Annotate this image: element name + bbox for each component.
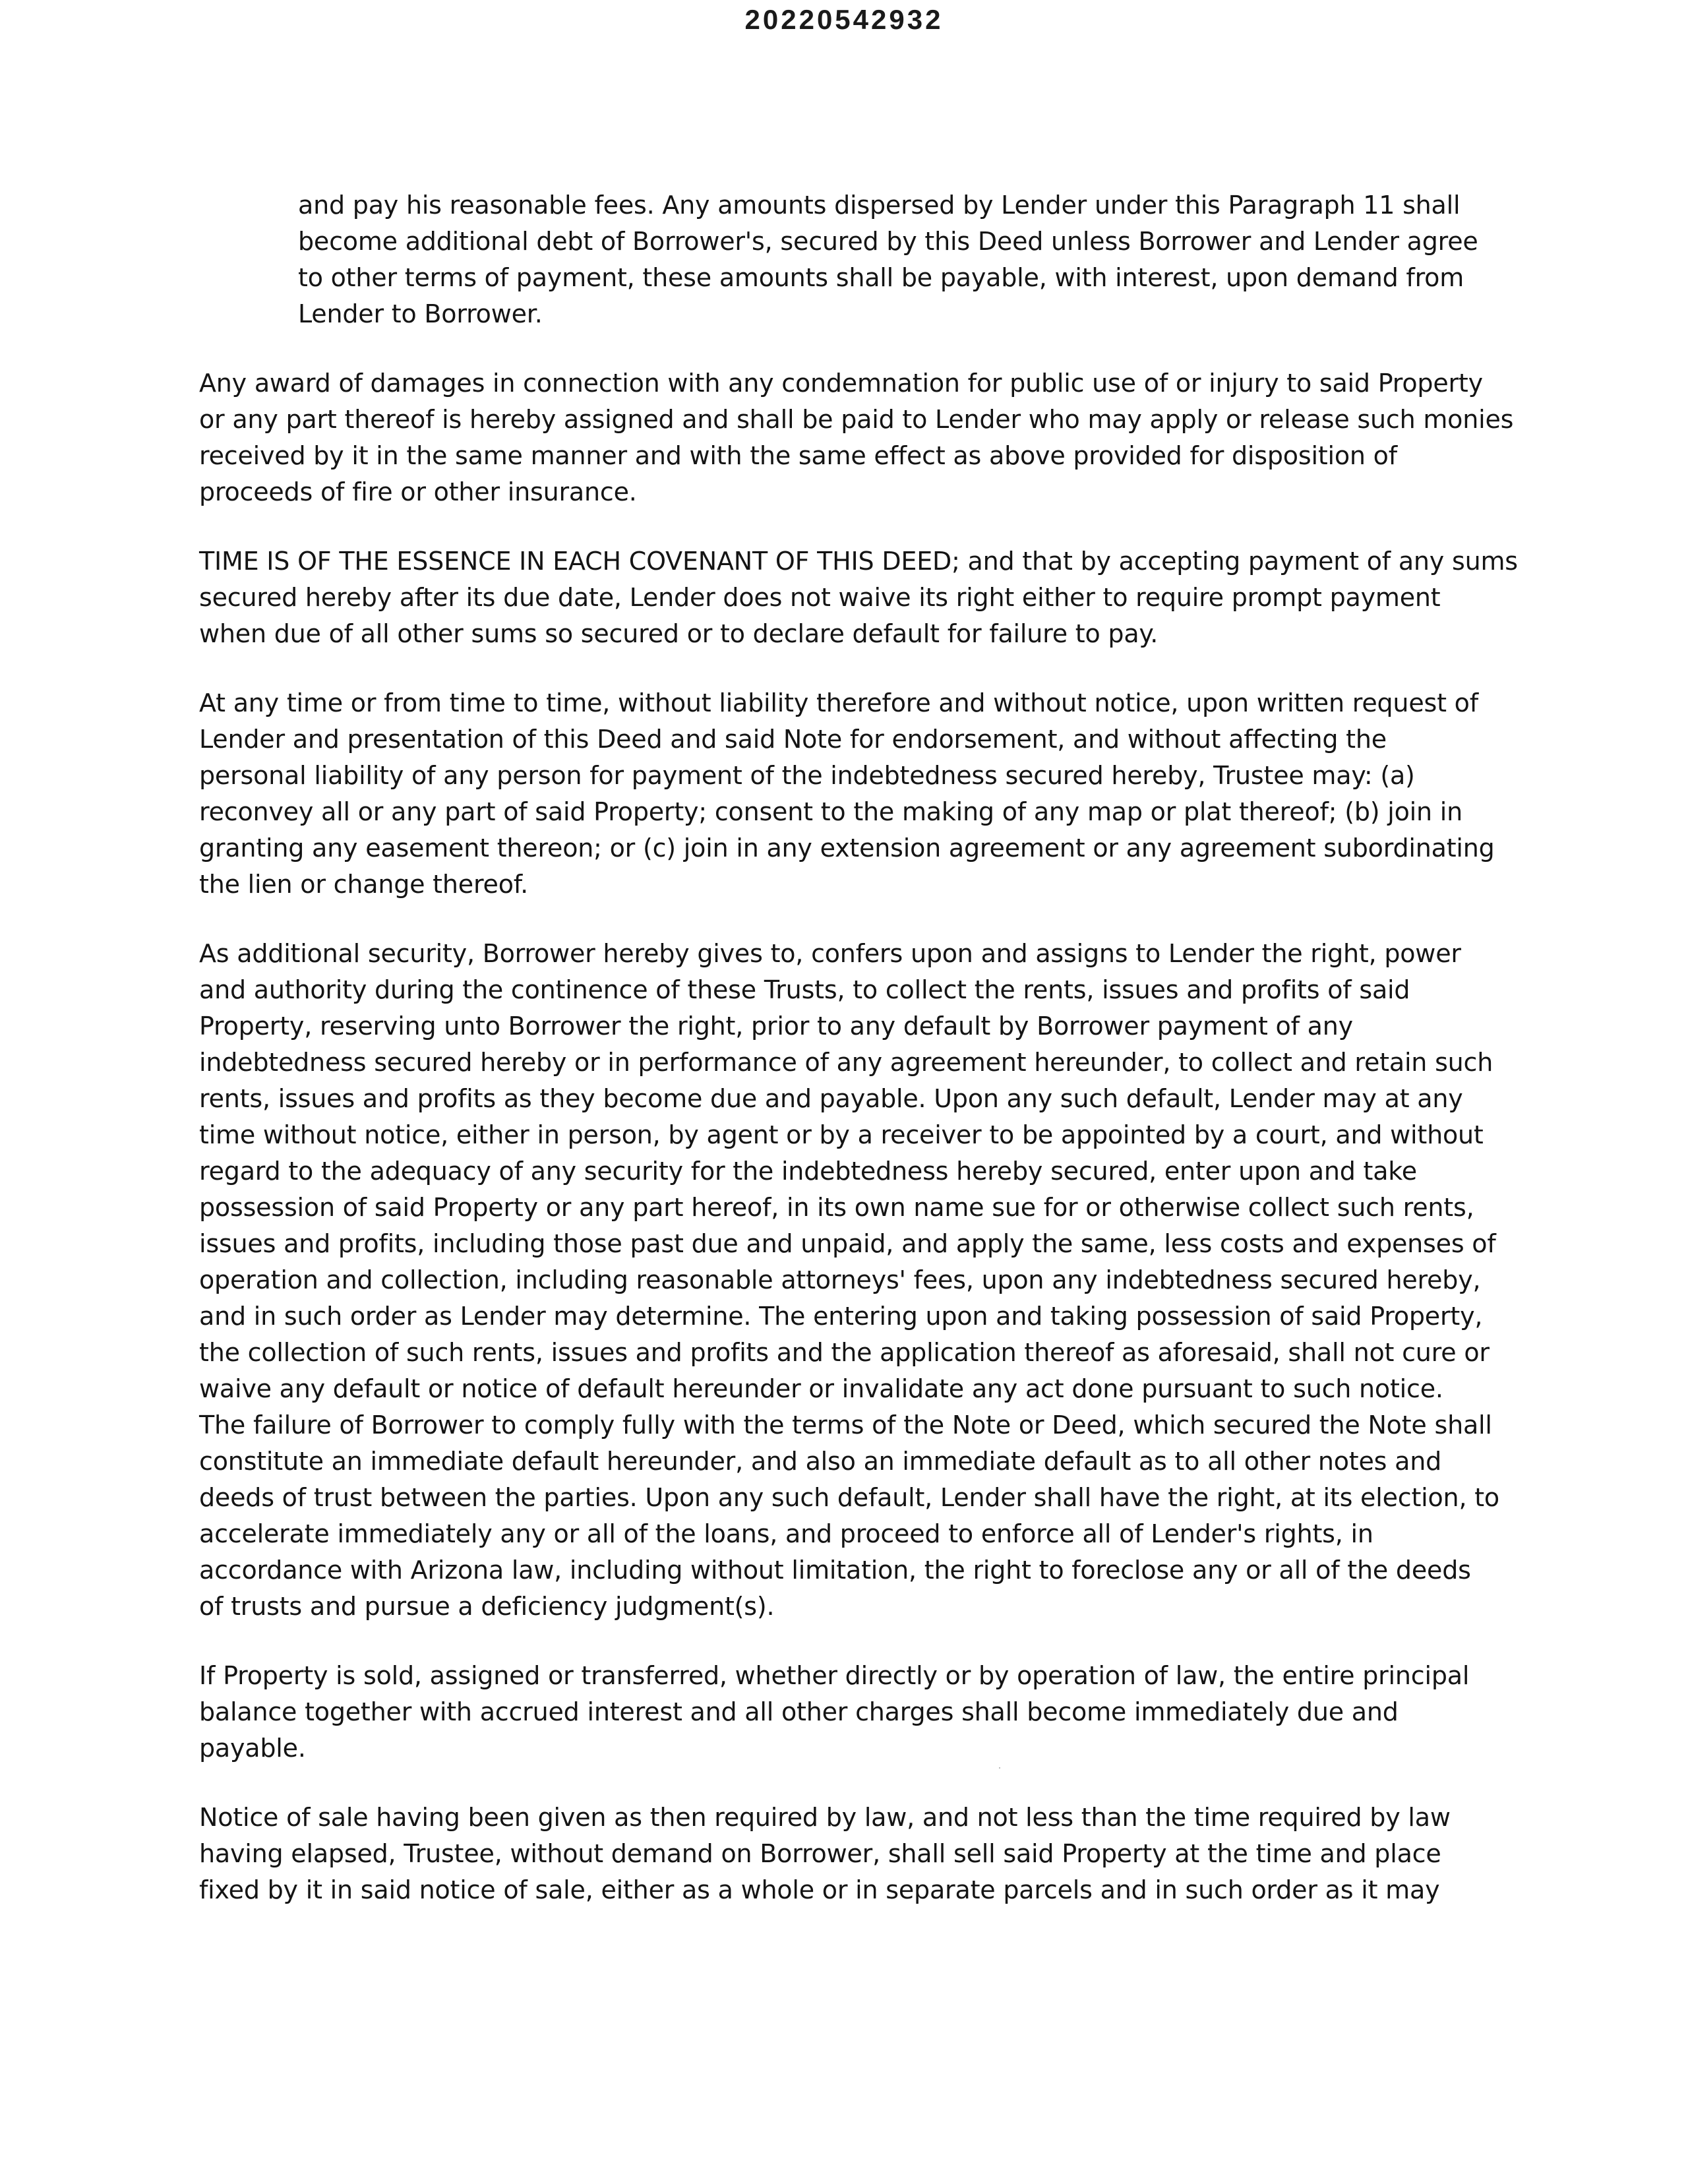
paragraph-line: the lien or change thereof. (199, 870, 529, 899)
paragraph-3 (199, 543, 1518, 652)
paragraph-line: fixed by it in said notice of sale, either as a whole or in separate parcels and in such order as it may (199, 1875, 1440, 1904)
paragraph-line: balance together with accrued interest and all other charges shall become immediately due and (199, 1697, 1399, 1726)
paragraph-line: The failure of Borrower to comply fully with the terms of the Note or Deed, which secured the Note shall (199, 1410, 1492, 1440)
paragraph-6 (199, 1658, 1492, 1767)
paragraph-line: Lender to Borrower. (298, 299, 543, 328)
paragraph-line: Property, reserving unto Borrower the right, prior to any default by Borrower payment of any (199, 1012, 1353, 1041)
paragraph-5 (199, 936, 1499, 1625)
paragraph-line: waive any default or notice of default hereunder or invalidate any act done pursuant to such notice. (199, 1374, 1443, 1403)
paragraph-line: indebtedness secured hereby or in performance of any agreement hereunder, to collect and retain such (199, 1048, 1493, 1077)
paragraph-line: personal liability of any person for payment of the indebtedness secured hereby, Trustee may: (a) (199, 761, 1415, 790)
paragraph-line: If Property is sold, assigned or transferred, whether directly or by operation of law, the entire principal (199, 1661, 1470, 1690)
paragraph-line: payable. (199, 1734, 306, 1763)
paragraph-line: and pay his reasonable fees. Any amounts dispersed by Lender under this Paragraph 11 shall (298, 191, 1461, 220)
paragraph-line: Notice of sale having been given as then required by law, and not less than the time required by law (199, 1803, 1451, 1832)
paragraph-line: operation and collection, including reasonable attorneys' fees, upon any indebtedness secured hereby, (199, 1265, 1481, 1294)
paragraph-line: possession of said Property or any part hereof, in its own name sue for or otherwise collect such rents, (199, 1193, 1474, 1222)
paragraph-line: of trusts and pursue a deficiency judgment(s). (199, 1592, 775, 1621)
paragraph-line: the collection of such rents, issues and profits and the application thereof as aforesaid, shall not cure or (199, 1338, 1490, 1367)
paragraph-line: and in such order as Lender may determine. The entering upon and taking possession of said Property, (199, 1302, 1483, 1331)
paragraph-line: granting any easement thereon; or (c) join in any extension agreement or any agreement subordinating (199, 834, 1495, 863)
paragraph-4 (199, 685, 1495, 903)
paragraph-line: reconvey all or any part of said Property; consent to the making of any map or plat thereof; (b) join in (199, 797, 1463, 826)
paragraph-line: or any part thereof is hereby assigned and shall be paid to Lender who may apply or release such monies (199, 405, 1514, 434)
paragraph-line: and authority during the continence of these Trusts, to collect the rents, issues and profits of said (199, 975, 1410, 1004)
paragraph-line: issues and profits, including those past due and unpaid, and apply the same, less costs and expenses of (199, 1229, 1496, 1258)
paragraph-line: constitute an immediate default hereunder, and also an immediate default as to all other notes and (199, 1447, 1442, 1476)
scan-speck (999, 1767, 1000, 1769)
paragraph-7 (199, 1800, 1492, 1908)
paragraph-line: secured hereby after its due date, Lender does not waive its right either to require prompt payment (199, 583, 1441, 612)
paragraph-line: As additional security, Borrower hereby gives to, confers upon and assigns to Lender the right, power (199, 939, 1461, 968)
paragraph-line: Any award of damages in connection with any condemnation for public use of or injury to said Property (199, 369, 1483, 398)
paragraph-line: Lender and presentation of this Deed and said Note for endorsement, and without affecting the (199, 725, 1387, 754)
paragraph-line: regard to the adequacy of any security for the indebtedness hereby secured, enter upon and take (199, 1157, 1417, 1186)
paragraph-line: to other terms of payment, these amounts shall be payable, with interest, upon demand from (298, 263, 1464, 292)
paragraph-line: proceeds of fire or other insurance. (199, 477, 637, 506)
paragraph-line: received by it in the same manner and with the same effect as above provided for disposition of (199, 441, 1397, 470)
paragraph-line: deeds of trust between the parties. Upon any such default, Lender shall have the right, at its election, to (199, 1483, 1499, 1512)
paragraph-line: accelerate immediately any or all of the loans, and proceed to enforce all of Lender's rights, in (199, 1519, 1373, 1548)
paragraph-2 (199, 365, 1514, 510)
paragraph-line: accordance with Arizona law, including without limitation, the right to foreclose any or all of the deeds (199, 1556, 1471, 1585)
paragraph-line: At any time or from time to time, without liability therefore and without notice, upon written request of (199, 688, 1478, 717)
paragraph-line: having elapsed, Trustee, without demand on Borrower, shall sell said Property at the time and place (199, 1839, 1441, 1868)
paragraph-line: time without notice, either in person, by agent or by a receiver to be appointed by a court, and without (199, 1120, 1484, 1149)
paragraph-line: rents, issues and profits as they become due and payable. Upon any such default, Lender may at any (199, 1084, 1463, 1113)
recording-number: 20220542932 (744, 4, 944, 35)
paragraph-line: become additional debt of Borrower's, secured by this Deed unless Borrower and Lender agree (298, 227, 1478, 256)
paragraph-line: when due of all other sums so secured or to declare default for failure to pay. (199, 619, 1159, 648)
paragraph-1 (298, 187, 1492, 332)
document-body (199, 187, 1518, 1941)
paragraph-line: TIME IS OF THE ESSENCE IN EACH COVENANT OF THIS DEED; and that by accepting payment of any sums (199, 547, 1518, 576)
